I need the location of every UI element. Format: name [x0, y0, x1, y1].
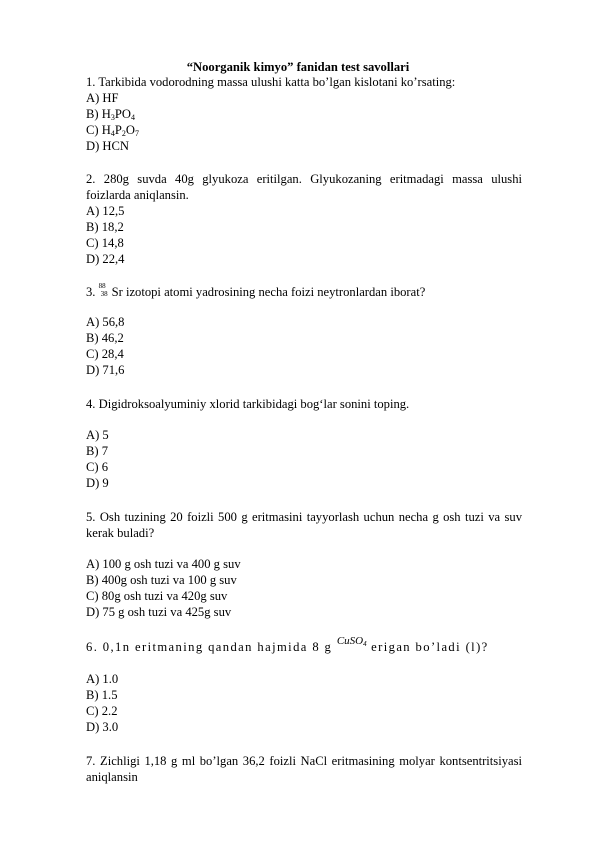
q5-option-b: B) 400g osh tuzi va 100 g suv: [86, 573, 237, 587]
question-7-text-line2: aniqlansin: [86, 770, 138, 784]
q1-option-b: B) $H_3PO_4$: [86, 107, 135, 122]
q5-option-d: D) 75 g osh tuzi va 425g suv: [86, 605, 232, 619]
q6-option-a: A) 1.0: [86, 672, 119, 686]
q1-option-d: D) HCN: [86, 139, 130, 153]
q6-option-b: B) 1.5: [86, 688, 118, 702]
question-5-text-line2: kerak buladi?: [86, 526, 155, 540]
q1-option-c: C) $H_4P_2O_7$: [86, 123, 139, 138]
cuso4-formula: CuSO$_4$: [336, 635, 367, 648]
question-6-text: 6. 0,1n eritmaning qandan hajmida 8 g CuSO$_4$ erigan bo’ladi (l)?: [86, 635, 489, 654]
question-2-text-line2: foizlarda aniqlansin.: [86, 188, 189, 202]
q1-option-a: A) HF: [86, 91, 119, 105]
q2-option-a: A) 12,5: [86, 204, 125, 218]
isotope-mass-number: 88: [98, 282, 106, 290]
q4-option-d: D) 9: [86, 476, 109, 490]
q4-option-c: C) 6: [86, 460, 109, 474]
q2-option-c: C) 14,8: [86, 236, 124, 250]
q3-option-c: C) 28,4: [86, 347, 124, 361]
question-3-text: 3. 88 38 Sr izotopi atomi yadrosining necha foizi neytronlardan iborat?: [86, 282, 426, 299]
q6-option-c: C) 2.2: [86, 704, 118, 718]
q3-option-b: B) 46,2: [86, 331, 124, 345]
document-title: “Noorganik kimyo” fanidan test savollari: [186, 60, 410, 74]
question-2-text-line1: 2. 280g suvda 40g glyukoza eritilgan. Glyukozaning eritmadagi massa ulushi: [86, 172, 522, 186]
q4-option-b: B) 7: [86, 444, 109, 458]
q2-option-b: B) 18,2: [86, 220, 124, 234]
question-5-text-line1: 5. Osh tuzining 20 foizli 500 g eritmasini tayyorlash uchun necha g osh tuzi va suv: [86, 510, 522, 524]
question-1-text: 1. Tarkibida vodorodning massa ulushi katta bo’lgan kislotani ko’rsating:: [86, 75, 456, 89]
isotope-atomic-number: 38: [100, 290, 108, 298]
question-4-text: 4. Digidroksoalyuminiy xlorid tarkibidagi bog‘lar sonini toping.: [86, 397, 410, 411]
q3-option-d: D) 71,6: [86, 363, 125, 377]
question-7-text-line1: 7. Zichligi 1,18 g ml bo’lgan 36,2 foizli NaCl eritmasining molyar kontsentritsiyasi: [86, 754, 522, 768]
q3-option-a: A) 56,8: [86, 315, 125, 329]
q2-option-d: D) 22,4: [86, 252, 125, 266]
q5-option-c: C) 80g osh tuzi va 420g suv: [86, 589, 228, 603]
q4-option-a: A) 5: [86, 428, 109, 442]
q5-option-a: A) 100 g osh tuzi va 400 g suv: [86, 557, 241, 571]
q6-option-d: D) 3.0: [86, 720, 119, 734]
